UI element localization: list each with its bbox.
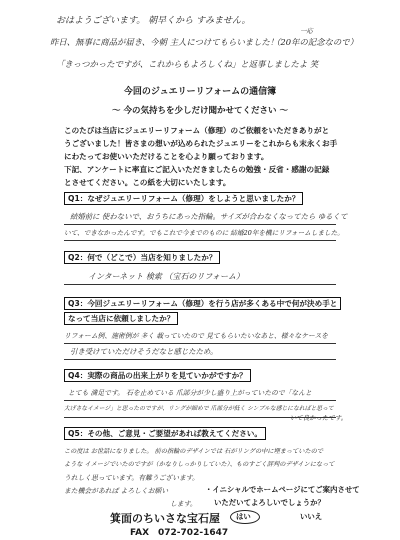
- fax-number: FAX 072-702-1647: [130, 528, 229, 538]
- answer-no: いいえ: [300, 512, 323, 521]
- answer-5-line: うれしく思っています。有難うございます。: [64, 474, 199, 482]
- answer-5-line: この度は お世話になりました。 前の指輪のデザインでは 石がリングの中に埋まっていたので: [64, 448, 324, 455]
- survey-title: 今回のジュエリーリフォームの通信簿: [123, 87, 277, 97]
- question-3-label: Q3：今回ジュエリーリフォーム（修理）を行う店が多くある中で何が決め手と: [64, 297, 341, 310]
- initials-question: ・イニシャルでホームページにてご案内させて: [205, 485, 360, 494]
- answer-rule: [64, 284, 336, 285]
- answer-5-line: します。: [170, 500, 197, 508]
- question-3-label-cont: なって当店に依頼しましたか？: [64, 312, 178, 325]
- answer-4-line: いて良かったです。: [290, 414, 348, 422]
- answer-rule: [64, 343, 336, 344]
- answer-4-line: 大げさなイメージ」と思ったのですが、リングが細めで 爪部分が低く シンプルな感じになればと思って: [64, 406, 334, 412]
- question-1-label: Q1：なぜジュエリーリフォーム（修理）をしようと思いましたか？: [64, 192, 303, 205]
- question-1: [64, 193, 303, 204]
- intro-line: とさせてください。この紙を大切にいたします。: [64, 178, 231, 187]
- answer-5-line: ような イメージでいたのですが（かなりしっかりしていた）、ものすごく評判のデザインになって: [64, 461, 335, 468]
- answer-3-line: 引き受けていただけそうだなと感じたため。: [70, 347, 218, 356]
- answer-rule: [64, 400, 336, 401]
- question-5-label: Q5：その他、ご意見・ご要望があれば教えてください。: [64, 427, 266, 440]
- handwritten-greeting: おはようございます。 朝早くから すみません。: [56, 16, 251, 26]
- answer-4-line: とても 満足です。 石を止めている 爪部分が少し盛り上がっていたので「なんと: [68, 389, 312, 397]
- answer-rule: [64, 240, 336, 241]
- handwritten-line2-note: （20年の記念なので）: [272, 37, 359, 47]
- answer-rule: [64, 359, 336, 360]
- survey-subtitle: ～ 今の気持ちを少しだけ聞かせてください ～: [112, 106, 288, 116]
- question-2: [64, 252, 220, 263]
- handwritten-line2: 昨日、無事に商品が届き、今朝 主人につけてもらいました！: [50, 37, 279, 47]
- answer-1-line: 結婚前に 使わないで、おうちにあった指輪。サイズが合わなくなってたら ゆるくて: [70, 212, 348, 221]
- intro-line: このたびは当店にジュエリーリフォーム（修理）のご依頼をいただきありがと: [64, 126, 330, 135]
- handwritten-insert: 一応: [300, 27, 313, 35]
- shop-name: 箕面のちいさな宝石屋: [110, 512, 220, 525]
- initials-question-cont: いただいてよろしいでしょうか？: [214, 498, 325, 507]
- question-5: [64, 428, 266, 439]
- answer-1-line: いて、できなかったんです。でもこれで今までのものに 結婚20年を機にリフォームしました。: [64, 229, 344, 237]
- intro-line: にわたってお使いいただけることを心より願っております。: [64, 152, 269, 161]
- answer-rule: [64, 224, 336, 225]
- answer-rule: [64, 417, 336, 418]
- handwritten-line3: 「きっつかったですが、これからもよろしくね」と返事しましたよ 笑: [56, 59, 319, 69]
- question-2-label: Q2：何で（どこで）当店を知りましたか？: [64, 251, 220, 264]
- answer-yes: はい: [236, 512, 251, 521]
- answer-2-line: インターネット 検索 （宝石のリフォーム）: [88, 272, 244, 281]
- question-4-label: Q4：実際の商品の出来上がりを見ていかがですか？: [64, 369, 251, 382]
- intro-line: 下記、アンケートに率直にご記入いただきましたらの勉強・反省・感謝の記録: [64, 165, 330, 174]
- intro-line: うございました！皆さまの想いが込められたジュエリーをこれからも末永くお手: [64, 139, 338, 148]
- answer-3-line: リフォーム例、施術例が 多く 載っていたので 見てもらいたいなあと、様々なケースを: [64, 332, 329, 340]
- question-3: [64, 296, 341, 326]
- answer-5-line: また機会があれば よろしくお願い: [64, 487, 169, 495]
- question-4: [64, 370, 251, 381]
